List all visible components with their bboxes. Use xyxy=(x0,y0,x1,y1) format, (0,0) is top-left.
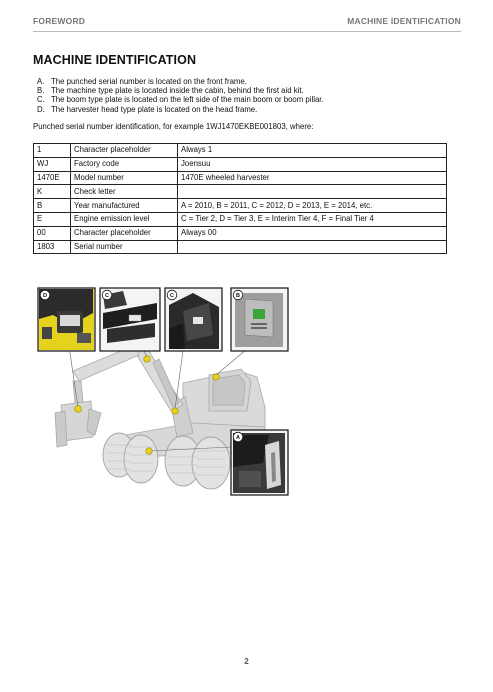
page-title: MACHINE IDENTIFICATION xyxy=(33,53,197,67)
table-cell-code: 1 xyxy=(34,144,71,158)
list-item xyxy=(37,77,324,86)
list-item xyxy=(37,86,324,95)
callout-badge-b xyxy=(233,290,243,300)
header-chapter-label: MACHINE IDENTIFICATION xyxy=(347,16,461,26)
table-cell-code: 00 xyxy=(34,226,71,240)
callout-letter: C xyxy=(170,293,174,299)
table-row xyxy=(34,226,447,240)
table-cell-meaning: Year manufactured xyxy=(71,199,178,213)
table-cell-meaning: Factory code xyxy=(71,157,178,171)
table-cell-value: Always 00 xyxy=(178,226,447,240)
list-item xyxy=(37,105,324,114)
serial-intro-text: Punched serial number identification, for example 1WJ1470EKBE001803, where: xyxy=(33,122,314,131)
table-cell-meaning: Engine emission level xyxy=(71,212,178,226)
table-row xyxy=(34,212,447,226)
callout-badge-c xyxy=(102,290,112,300)
table-cell-value: Always 1 xyxy=(178,144,447,158)
header-section-label: FOREWORD xyxy=(33,16,86,26)
table-cell-value: Joensuu xyxy=(178,157,447,171)
callout-letter: C xyxy=(105,293,109,299)
list-item xyxy=(37,95,324,104)
table-cell-value xyxy=(178,240,447,254)
list-item-text: The punched serial number is located on the front frame. xyxy=(51,77,247,86)
table-row xyxy=(34,199,447,213)
list-item-text: The harvester head type plate is located on the head frame. xyxy=(51,104,258,114)
table-cell-meaning: Character placeholder xyxy=(71,226,178,240)
table-row xyxy=(34,144,447,158)
callout-letter: D xyxy=(43,293,47,299)
table-row xyxy=(34,240,447,254)
list-item-letter: B. xyxy=(37,86,45,96)
page-number: 2 xyxy=(244,657,249,666)
table-row xyxy=(34,171,447,185)
table-cell-code: 1803 xyxy=(34,240,71,254)
table-row xyxy=(34,157,447,171)
table-cell-code: E xyxy=(34,212,71,226)
callout-letter: B xyxy=(236,293,240,299)
machine-identification-figure xyxy=(33,285,297,503)
callout-badge-c-pillar xyxy=(167,290,177,300)
list-item-letter: D. xyxy=(37,104,45,114)
list-item-letter: C. xyxy=(37,95,45,105)
callout-badge-a xyxy=(233,432,243,442)
header-divider xyxy=(33,31,461,32)
table-cell-code: K xyxy=(34,185,71,199)
table-cell-code: B xyxy=(34,199,71,213)
harvester-illustration xyxy=(33,285,297,503)
list-item-letter: A. xyxy=(37,77,45,86)
table-cell-value: 1470E wheeled harvester xyxy=(178,171,447,185)
table-cell-meaning: Serial number xyxy=(71,240,178,254)
table-cell-meaning: Check letter xyxy=(71,185,178,199)
table-cell-value: C = Tier 2, D = Tier 3, E = Interim Tier 4, F = Final Tier 4 xyxy=(178,212,447,226)
table-row xyxy=(34,185,447,199)
callout-letter: A xyxy=(236,435,240,441)
table-cell-code: WJ xyxy=(34,157,71,171)
table-cell-value: A = 2010, B = 2011, C = 2012, D = 2013, E = 2014, etc. xyxy=(178,199,447,213)
table-cell-meaning: Character placeholder xyxy=(71,144,178,158)
table-cell-code: 1470E xyxy=(34,171,71,185)
serial-number-table xyxy=(33,143,447,254)
callout-badge-d xyxy=(40,290,50,300)
table-cell-value xyxy=(178,185,447,199)
list-item-text: The boom type plate is located on the left side of the main boom or boom pillar. xyxy=(51,95,324,105)
table-cell-meaning: Model number xyxy=(71,171,178,185)
list-item-text: The machine type plate is located inside the cabin, behind the first aid kit. xyxy=(51,86,304,96)
location-list xyxy=(37,77,324,114)
